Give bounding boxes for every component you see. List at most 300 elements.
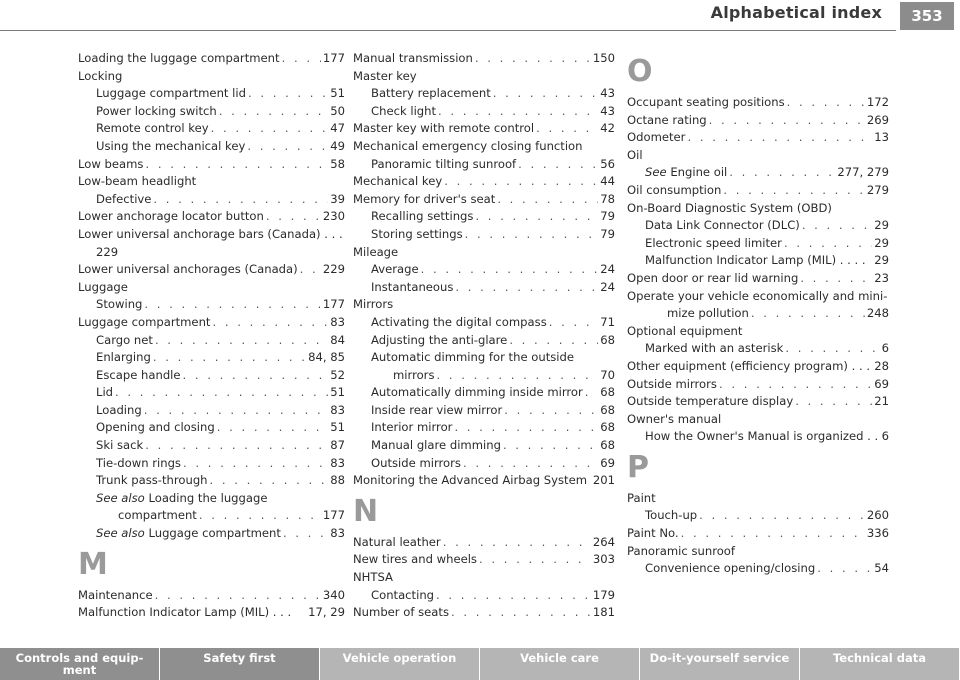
index-heading: Lower universal anchorage bars (Canada) . . . (78, 226, 343, 241)
dot-leader (536, 120, 598, 138)
cross-reference (645, 164, 727, 182)
section-tab-label: Vehicle operation (342, 651, 457, 665)
index-entry (627, 358, 889, 376)
entry-label: Master key with remote control (353, 121, 535, 136)
index-entry (353, 279, 615, 297)
page-reference: 49 (330, 138, 345, 153)
index-entry (627, 560, 889, 578)
section-tab-label: Safety first (203, 651, 276, 665)
index-entry (78, 437, 345, 455)
dot-leader (475, 208, 598, 226)
dot-leader (155, 587, 321, 605)
dot-leader (436, 587, 591, 605)
page-reference: 71 (600, 314, 615, 329)
index-entry (78, 208, 345, 226)
entry-label: Data Link Connector (DLC) (645, 218, 800, 233)
entry-label: Average (371, 262, 419, 277)
index-entry (78, 419, 345, 437)
index-entry (78, 296, 345, 314)
entry-label: Check light (371, 103, 437, 118)
page-reference: 68 (600, 438, 615, 453)
index-entry (627, 164, 889, 182)
index-entry (627, 129, 889, 147)
page-reference: 79 (600, 226, 615, 241)
entry-label: Marked with an asterisk (645, 341, 784, 356)
index-entry (78, 455, 345, 473)
entry-label: Outside mirrors (627, 376, 717, 391)
page-reference: 83 (330, 455, 345, 470)
index-entry (78, 314, 345, 332)
page-number: 353 (900, 2, 954, 30)
dot-leader (153, 191, 328, 209)
entry-label: Outside mirrors (371, 455, 461, 470)
entry-label: Luggage compartment (78, 314, 211, 329)
index-heading: Oil (627, 147, 643, 162)
index-entry (627, 428, 889, 446)
index-entry (353, 50, 615, 68)
see-label: See (645, 165, 667, 180)
entry-label: Maintenance (78, 587, 153, 602)
page-reference: 177 (322, 51, 345, 65)
page-reference: 56 (600, 156, 615, 171)
dot-leader (719, 376, 872, 394)
dot-leader (153, 349, 306, 367)
index-entry (78, 472, 345, 490)
index-entry (78, 103, 345, 121)
dot-leader (438, 103, 598, 121)
page-reference: 78 (600, 191, 615, 206)
cross-reference-target: Luggage compartment (148, 526, 281, 541)
page-reference: 13 (874, 130, 889, 145)
entry-label: Remote control key (96, 121, 209, 136)
page-reference: 260 (866, 508, 889, 523)
index-entry (627, 94, 889, 112)
dot-leader (787, 94, 865, 112)
index-heading: Optional equipment (627, 323, 743, 338)
section-letter: N (353, 493, 379, 529)
page-reference: 42 (600, 121, 615, 136)
entry-label: Adjusting the anti-glare (371, 332, 508, 347)
dot-leader (681, 525, 865, 543)
dot-leader (183, 455, 328, 473)
dot-leader (247, 138, 328, 156)
index-entry (78, 85, 345, 103)
page-reference: 79 (600, 209, 615, 224)
index-entry (353, 384, 615, 402)
section-tab[interactable] (800, 648, 960, 680)
entry-label: Number of seats (353, 605, 449, 620)
entry-label: Other equipment (efficiency program) . . . (627, 358, 871, 373)
index-entry (353, 455, 615, 473)
entry-label: Stowing (96, 297, 143, 312)
page-reference: 70 (600, 367, 615, 382)
page-reference: 88 (330, 473, 345, 488)
dot-leader (248, 85, 328, 103)
index-entry (353, 261, 615, 279)
dot-leader (300, 261, 321, 279)
dot-leader (219, 103, 328, 121)
entry-label: Battery replacement (371, 86, 491, 101)
index-entry (78, 587, 345, 605)
entry-label: Touch-up (645, 508, 698, 523)
page-reference: 201 (592, 473, 615, 488)
page-reference: 29 (874, 253, 889, 268)
entry-label: Manual glare dimming (371, 438, 501, 453)
dot-leader (437, 367, 599, 385)
index-entry (353, 85, 615, 103)
entry-label: Odometer (627, 130, 686, 145)
entry-label: compartment (118, 508, 197, 523)
dot-leader (503, 437, 598, 455)
index-entry (627, 252, 889, 270)
page-reference: 336 (866, 526, 889, 541)
dot-leader (723, 182, 865, 200)
entry-label: Storing settings (371, 226, 463, 241)
section-letter: O (627, 54, 653, 89)
page-reference: 277, 279 (837, 165, 889, 180)
dot-leader (451, 604, 591, 622)
entry-label: Open door or rear lid warning (627, 270, 799, 285)
dot-leader (518, 156, 598, 174)
entry-label: Electronic speed limiter (645, 235, 782, 250)
entry-label: Trunk pass-through (96, 473, 208, 488)
dot-leader (795, 393, 872, 411)
page-reference: 51 (330, 385, 345, 400)
entry-label: Ski sack (96, 438, 144, 453)
index-heading: Owner's manual (627, 411, 722, 426)
dot-leader (802, 217, 872, 235)
dot-leader (709, 112, 865, 130)
index-entry (353, 604, 615, 622)
page-reference: 68 (600, 332, 615, 347)
entry-label: Natural leather (353, 534, 441, 549)
page-reference: 23 (874, 270, 889, 285)
section-tab[interactable] (480, 648, 640, 680)
index-entry (627, 217, 889, 235)
index-heading: Mileage (353, 244, 399, 259)
index-column-3 (627, 50, 889, 578)
section-tab-label: Controls and equip- ment (15, 651, 144, 677)
index-entry (78, 349, 345, 367)
index-entry (627, 112, 889, 130)
dot-leader (817, 560, 872, 578)
dot-leader (145, 156, 328, 174)
entry-label: Lid (96, 385, 114, 400)
entry-label: Loading the luggage compartment (78, 51, 280, 65)
index-heading: NHTSA (353, 570, 393, 585)
page-reference: 83 (330, 526, 345, 541)
dot-leader (212, 314, 328, 332)
page-reference: 28 (874, 358, 889, 373)
index-heading: Luggage (78, 279, 128, 294)
page-reference: 24 (600, 262, 615, 277)
dot-leader (283, 525, 328, 543)
dot-leader (475, 50, 591, 68)
dot-leader (785, 340, 879, 358)
entry-label: Outside temperature display (627, 394, 794, 409)
index-entry (353, 120, 615, 138)
index-entry (353, 191, 615, 209)
index-entry (353, 103, 615, 121)
page-reference: 179 (592, 587, 615, 602)
index-heading: Mechanical emergency closing function (353, 138, 583, 153)
entry-label: Tie-down rings (96, 455, 181, 470)
section-tab[interactable] (0, 648, 160, 680)
page-reference: 68 (600, 420, 615, 435)
dot-leader (444, 173, 598, 191)
page-reference: 58 (330, 156, 345, 171)
dot-leader (493, 85, 598, 103)
entry-label: Interior mirror (371, 420, 453, 435)
section-tab-label: Technical data (832, 651, 927, 665)
dot-leader (421, 261, 599, 279)
dot-leader (282, 50, 321, 68)
page-reference: 68 (600, 385, 615, 400)
page-reference: 6 (881, 341, 889, 356)
page-reference: 83 (330, 402, 345, 417)
index-entry (78, 156, 345, 174)
dot-leader (800, 270, 872, 288)
entry-label: Opening and closing (96, 420, 215, 435)
entry-label: Octane rating (627, 112, 707, 127)
page-reference: 21 (874, 394, 889, 409)
index-entry (353, 437, 615, 455)
entry-label: Automatically dimming inside mirror (371, 385, 583, 400)
entry-label: Lower anchorage locator button (78, 209, 264, 224)
dot-leader (479, 551, 591, 569)
index-heading: 229 (96, 244, 119, 259)
index-entry (78, 50, 345, 68)
index-entry (627, 340, 889, 358)
page-reference: 181 (592, 605, 615, 620)
section-letter: M (78, 546, 108, 582)
dot-leader (183, 367, 329, 385)
dot-leader (144, 402, 328, 420)
index-entry (78, 120, 345, 138)
entry-label: Activating the digital compass (371, 314, 547, 329)
dot-leader (585, 384, 598, 402)
index-entry (78, 604, 345, 622)
index-entry (353, 472, 615, 490)
dot-leader (155, 332, 328, 350)
dot-leader (454, 419, 598, 437)
page-reference: 172 (866, 95, 889, 109)
index-heading: Operate your vehicle economically and mini- (627, 288, 888, 303)
page-reference: 150 (592, 51, 615, 65)
page-reference: 177 (322, 508, 345, 523)
page-reference: 17, 29 (308, 605, 345, 620)
entry-label: Malfunction Indicator Lamp (MIL) . . . . (645, 253, 866, 268)
entry-label: Inside rear view mirror (371, 402, 503, 417)
dot-leader (784, 235, 872, 253)
index-entry (353, 314, 615, 332)
dot-leader (145, 437, 328, 455)
cross-reference (96, 525, 281, 543)
entry-label: Contacting (371, 587, 435, 602)
page-reference: 39 (330, 191, 345, 206)
section-tab[interactable] (320, 648, 480, 680)
index-entry (627, 393, 889, 411)
page-reference: 24 (600, 279, 615, 294)
page-title: Alphabetical index (710, 3, 882, 22)
index-entry (78, 384, 345, 402)
index-entry (627, 270, 889, 288)
page-reference: 43 (600, 103, 615, 118)
page-reference: 69 (600, 455, 615, 470)
entry-label: mirrors (393, 367, 435, 382)
dot-leader (443, 534, 591, 552)
entry-label: Memory for driver's seat (353, 191, 496, 206)
dot-leader (751, 305, 865, 323)
page-reference: 6 (881, 429, 889, 444)
entry-label: Cargo net (96, 332, 153, 347)
cross-reference (78, 490, 345, 508)
entry-label: Monitoring the Advanced Airbag System (353, 473, 588, 488)
section-tab[interactable] (640, 648, 800, 680)
index-entry (353, 226, 615, 244)
entry-label: Convenience opening/closing (645, 561, 816, 576)
index-entry (353, 551, 615, 569)
page-reference: 230 (322, 209, 345, 224)
index-entry (353, 332, 615, 350)
cross-reference-target: Loading the luggage (148, 490, 268, 505)
entry-label: Panoramic tilting sunroof (371, 156, 517, 171)
page-reference: 51 (330, 86, 345, 101)
dot-leader (729, 164, 835, 182)
page-reference: 84 (330, 332, 345, 347)
entry-label: Low beams (78, 156, 144, 171)
page-reference: 50 (330, 103, 345, 118)
index-heading: Low-beam headlight (78, 174, 197, 189)
index-entry (353, 173, 615, 191)
index-entry (78, 367, 345, 385)
page-reference: 68 (600, 402, 615, 417)
index-heading: Mirrors (353, 297, 394, 312)
index-entry (627, 507, 889, 525)
dot-leader (210, 472, 329, 490)
header-rule (0, 30, 896, 31)
dot-leader (463, 455, 598, 473)
dot-leader (687, 129, 872, 147)
page-reference: 87 (330, 438, 345, 453)
page-reference: 229 (322, 262, 345, 277)
dot-leader (497, 191, 598, 209)
index-entry (627, 235, 889, 253)
index-entry (78, 261, 345, 279)
page-reference: 269 (866, 112, 889, 127)
index-entry (78, 332, 345, 350)
index-entry (353, 367, 615, 385)
dot-leader (211, 120, 329, 138)
entry-label: Lower universal anchorages (Canada) (78, 262, 298, 277)
entry-label: Loading (96, 402, 142, 417)
index-entry (353, 587, 615, 605)
entry-label: Paint No. (627, 526, 679, 541)
index-heading: Master key (353, 68, 417, 83)
index-entry (353, 419, 615, 437)
entry-label: Recalling settings (371, 209, 474, 224)
see-label: See also (96, 526, 145, 541)
page-reference: 303 (592, 552, 615, 567)
dot-leader (217, 419, 329, 437)
cross-reference-target: Engine oil (670, 165, 728, 180)
page-reference: 279 (866, 182, 889, 197)
index-entry (78, 191, 345, 209)
page-reference: 29 (874, 235, 889, 250)
page-reference: 47 (330, 121, 345, 136)
page-reference: 43 (600, 86, 615, 101)
index-entry (353, 156, 615, 174)
index-heading: On-Board Diagnostic System (OBD) (627, 200, 832, 215)
dot-leader (199, 507, 321, 525)
entry-label: Malfunction Indicator Lamp (MIL) . . . (78, 605, 292, 620)
dot-leader (699, 507, 865, 525)
index-heading: Locking (78, 68, 123, 83)
section-tab[interactable] (160, 648, 320, 680)
dot-leader (549, 314, 599, 332)
section-tab-label: Vehicle care (520, 651, 599, 665)
dot-leader (144, 296, 320, 314)
dot-leader (509, 332, 598, 350)
index-entry (353, 402, 615, 420)
entry-label: Defective (96, 191, 152, 206)
page-reference: 51 (330, 420, 345, 435)
page-reference: 264 (592, 534, 615, 549)
page-reference: 52 (330, 367, 345, 382)
entry-label: Using the mechanical key (96, 138, 246, 153)
entry-label: Mechanical key (353, 174, 443, 189)
index-entry (627, 305, 889, 323)
entry-label: New tires and wheels (353, 552, 477, 567)
index-entry (78, 507, 345, 525)
index-entry (627, 525, 889, 543)
dot-leader (465, 226, 599, 244)
dot-leader (504, 402, 598, 420)
index-column-2 (353, 50, 615, 622)
index-entry (627, 376, 889, 394)
index-heading: Panoramic sunroof (627, 543, 735, 558)
index-entry (353, 208, 615, 226)
page-reference: 84, 85 (308, 350, 345, 365)
index-heading: Automatic dimming for the outside (371, 350, 575, 365)
entry-label: mize pollution (667, 306, 749, 321)
entry-label: Enlarging (96, 350, 151, 365)
section-tab-label: Do-it-yourself service (649, 651, 790, 665)
index-entry (78, 525, 345, 543)
dot-leader (455, 279, 598, 297)
index-entry (78, 402, 345, 420)
page-reference: 248 (866, 306, 889, 321)
see-also-label: See also (96, 490, 145, 505)
dot-leader (115, 384, 328, 402)
page-reference: 83 (330, 314, 345, 329)
page-reference: 69 (874, 376, 889, 391)
page-reference: 54 (874, 561, 889, 576)
page-reference: 29 (874, 218, 889, 233)
index-entry (78, 138, 345, 156)
entry-label: Oil consumption (627, 182, 722, 197)
index-entry (627, 182, 889, 200)
index-heading: Paint (627, 490, 656, 505)
entry-label: Luggage compartment lid (96, 86, 246, 101)
index-column-1 (78, 50, 345, 622)
entry-label: Power locking switch (96, 103, 217, 118)
index-entry (353, 534, 615, 552)
entry-label: Escape handle (96, 367, 181, 382)
entry-label: How the Owner's Manual is organized . . (645, 429, 879, 444)
entry-label: Occupant seating positions (627, 95, 785, 109)
entry-label: Manual transmission (353, 51, 473, 65)
